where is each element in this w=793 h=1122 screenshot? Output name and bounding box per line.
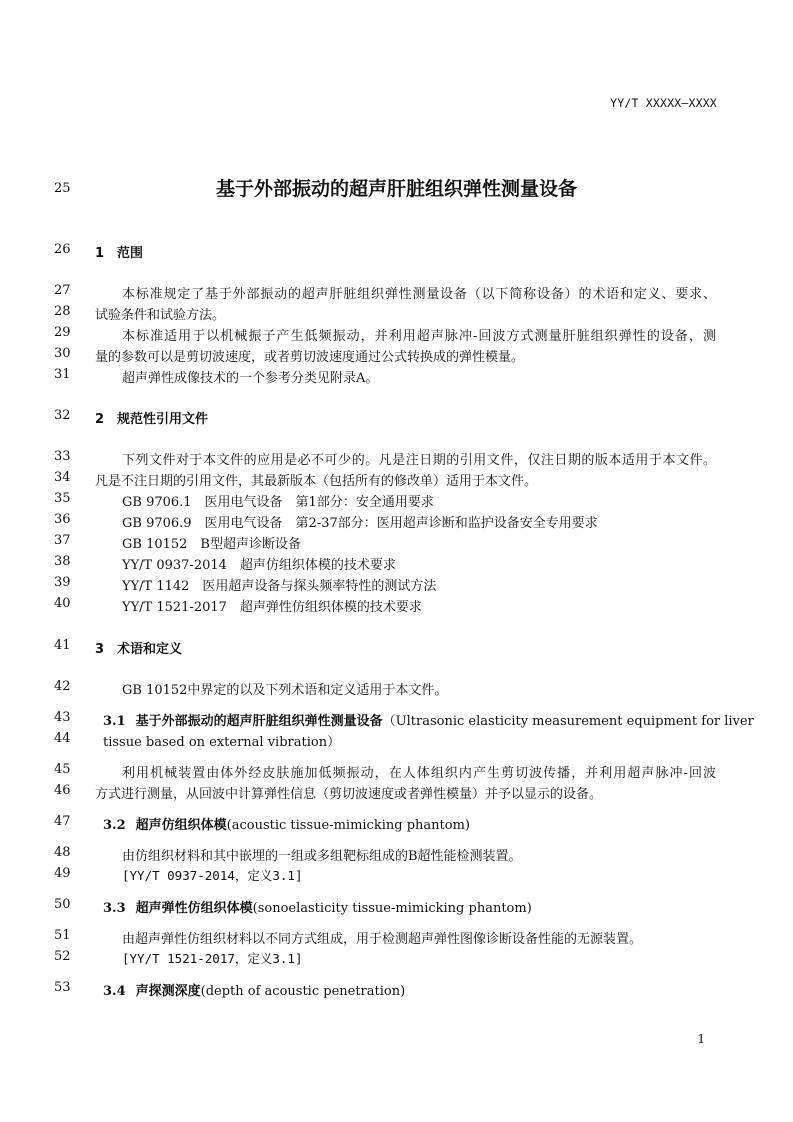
term-entry-3-2 bbox=[103, 814, 470, 833]
term-title: 超声弹性仿组织体模 bbox=[135, 901, 253, 916]
reference-item: GB 9706.1 医用电气设备 第1部分：安全通用要求 bbox=[122, 495, 434, 510]
line-number: 30 bbox=[54, 346, 71, 361]
line-number: 36 bbox=[54, 512, 71, 527]
line-number: 42 bbox=[54, 679, 71, 694]
document-number-header: YY/T XXXXX—XXXX bbox=[610, 96, 717, 110]
line-number: 40 bbox=[54, 596, 71, 611]
line-number: 32 bbox=[54, 408, 71, 423]
term-english: (sonoelasticity tissue-mimicking phantom) bbox=[252, 901, 532, 916]
line-number: 25 bbox=[54, 181, 71, 196]
document-title: 基于外部振动的超声肝脏组织弹性测量设备 bbox=[215, 178, 577, 200]
reference-item: GB 10152 B型超声诊断设备 bbox=[122, 537, 301, 552]
line-number: 27 bbox=[54, 283, 71, 298]
term-entry-3-3 bbox=[103, 897, 532, 916]
line-number: 47 bbox=[54, 814, 71, 829]
term-english: (depth of acoustic penetration) bbox=[200, 984, 406, 999]
line-number: 31 bbox=[54, 367, 71, 382]
line-number: 34 bbox=[54, 470, 71, 485]
term-number: 3.2 bbox=[103, 818, 126, 833]
reference-item: YY/T 1142 医用超声设备与探头频率特性的测试方法 bbox=[122, 579, 437, 594]
line-number: 49 bbox=[54, 866, 71, 881]
line-number: 26 bbox=[54, 242, 71, 257]
term-number: 3.3 bbox=[103, 901, 126, 916]
line-number: 38 bbox=[54, 554, 71, 569]
definition-line: 方式进行测量，从回波中计算弹性信息（剪切波速度或者弹性模量）并予以显示的设备。 bbox=[95, 787, 603, 802]
term-title: 声探测深度 bbox=[135, 984, 201, 999]
line-number: 48 bbox=[54, 845, 71, 860]
paragraph-line: 下列文件对于本文件的应用是必不可少的。凡是注日期的引用文件，仅注日期的版本适用于本文件。 bbox=[122, 453, 716, 468]
term-english-continued: tissue based on external vibration） bbox=[103, 735, 341, 750]
paragraph-line: 本标准适用于以机械振子产生低频振动，并利用超声脉冲-回波方式测量肝脏组织弹性的设备，测 bbox=[122, 329, 716, 344]
term-entry-3-1 bbox=[103, 710, 754, 729]
paragraph-line: GB 10152中界定的以及下列术语和定义适用于本文件。 bbox=[122, 683, 448, 698]
term-entry-3-4 bbox=[103, 980, 405, 999]
line-number: 50 bbox=[54, 897, 71, 912]
paragraph-line: 试验条件和试验方法。 bbox=[95, 308, 226, 323]
definition-line: 由超声弹性仿组织材料以不同方式组成，用于检测超声弹性图像诊断设备性能的无源装置。 bbox=[122, 932, 643, 947]
paragraph-line: 本标准规定了基于外部振动的超声肝脏组织弹性测量设备（以下简称设备）的术语和定义、要求、 bbox=[122, 287, 716, 302]
term-number: 3.4 bbox=[103, 984, 126, 999]
definition-line: 利用机械装置由体外经皮肤施加低频振动，在人体组织内产生剪切波传播，并利用超声脉冲-回波 bbox=[122, 766, 716, 781]
line-number: 44 bbox=[54, 731, 71, 746]
section-heading-terms-definitions: 3 术语和定义 bbox=[95, 642, 183, 657]
line-number: 28 bbox=[54, 304, 71, 319]
reference-item: GB 9706.9 医用电气设备 第2-37部分：医用超声诊断和监护设备安全专用要求 bbox=[122, 516, 598, 531]
line-number: 43 bbox=[54, 710, 71, 725]
term-number: 3.1 bbox=[103, 714, 126, 729]
term-title: 超声仿组织体模 bbox=[135, 818, 227, 833]
line-number: 51 bbox=[54, 928, 71, 943]
paragraph-line: 量的参数可以是剪切波速度，或者剪切波速度通过公式转换成的弹性模量。 bbox=[95, 350, 525, 365]
definition-line: 由仿组织材料和其中嵌埋的一组或多组靶标组成的B超性能检测装置。 bbox=[122, 849, 522, 864]
line-number: 35 bbox=[54, 491, 71, 506]
reference-item: YY/T 1521-2017 超声弹性仿组织体模的技术要求 bbox=[122, 600, 422, 615]
paragraph-line: 超声弹性成像技术的一个参考分类见附录A。 bbox=[122, 371, 379, 386]
line-number: 53 bbox=[54, 980, 71, 995]
page-number: 1 bbox=[697, 1032, 705, 1046]
section-heading-normative-references: 2 规范性引用文件 bbox=[95, 412, 209, 427]
line-number: 33 bbox=[54, 449, 71, 464]
line-number: 52 bbox=[54, 949, 71, 964]
definition-source: [YY/T 0937-2014，定义3.1] bbox=[122, 868, 303, 883]
line-number: 39 bbox=[54, 575, 71, 590]
paragraph-line: 凡是不注日期的引用文件，其最新版本（包括所有的修改单）适用于本文件。 bbox=[95, 474, 538, 489]
line-number: 45 bbox=[54, 762, 71, 777]
term-title: 基于外部振动的超声肝脏组织弹性测量设备 bbox=[135, 714, 383, 729]
line-number: 41 bbox=[54, 638, 71, 653]
reference-item: YY/T 0937-2014 超声仿组织体模的技术要求 bbox=[122, 558, 396, 573]
section-heading-scope: 1 范围 bbox=[95, 246, 144, 261]
line-number: 37 bbox=[54, 533, 71, 548]
term-english: (acoustic tissue-mimicking phantom) bbox=[226, 818, 470, 833]
term-english: （Ultrasonic elasticity measurement equipment for liver bbox=[382, 714, 754, 729]
line-number: 46 bbox=[54, 783, 71, 798]
definition-source: [YY/T 1521-2017，定义3.1] bbox=[122, 951, 303, 966]
line-number: 29 bbox=[54, 325, 71, 340]
